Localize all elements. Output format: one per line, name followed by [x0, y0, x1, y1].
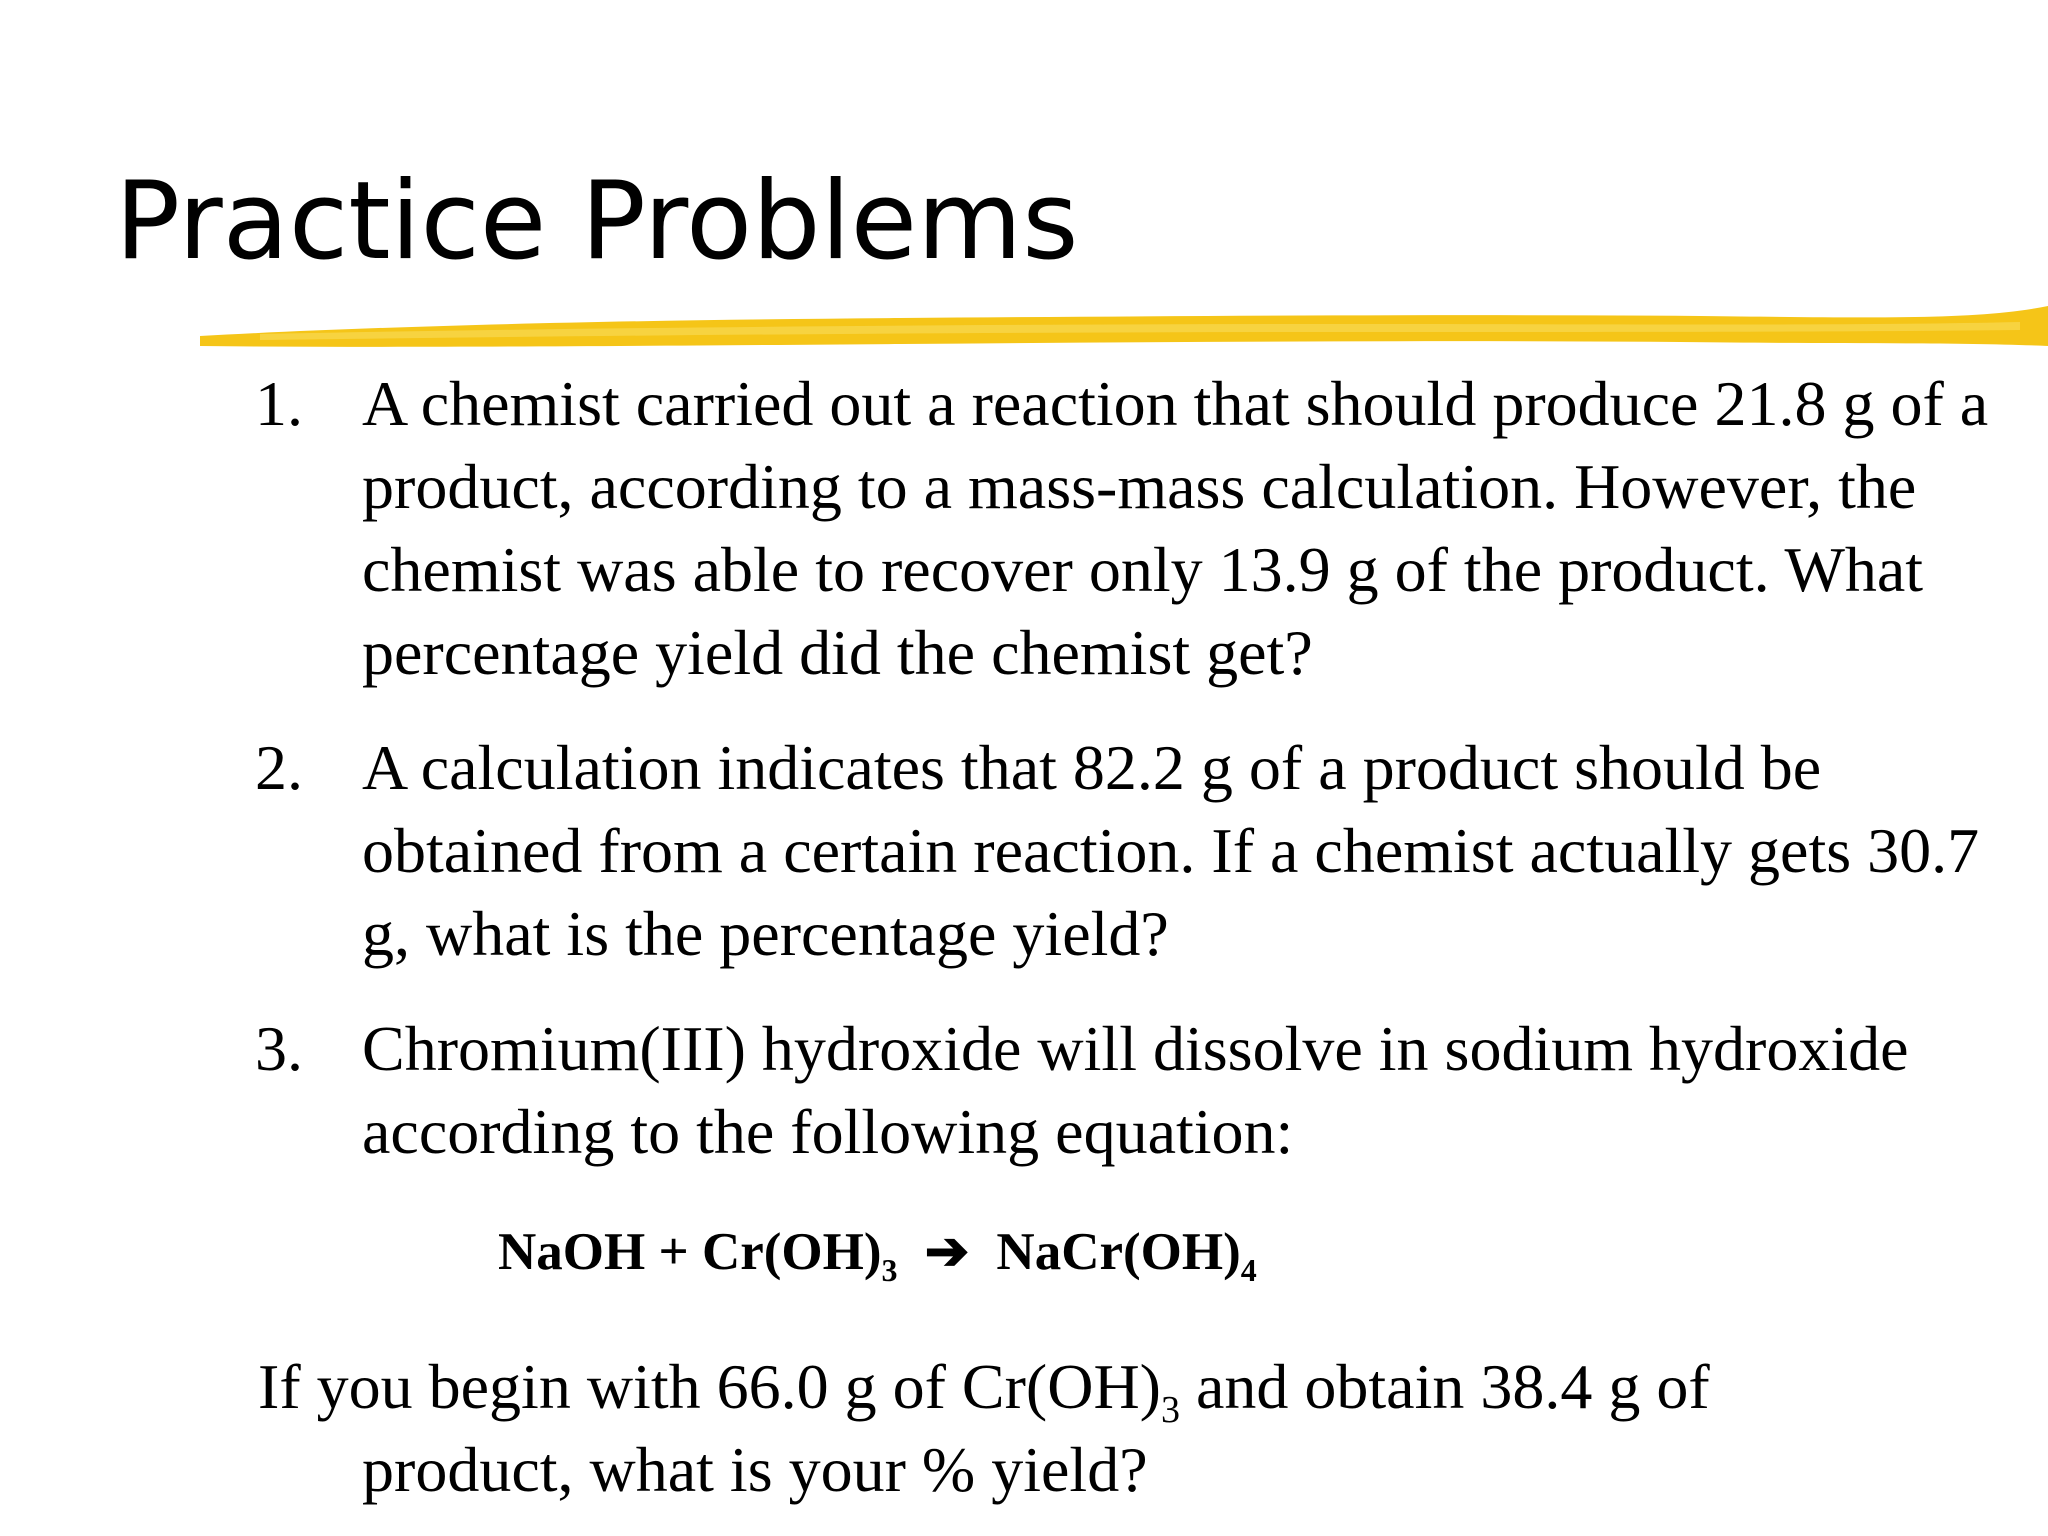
problem-text: A chemist carried out a reaction that should produce 21.8 g of a product, according to a mass-mass calculation. However, the chemist was able to recover only 13.9 g of the product. What percentage yield did the chemist get? [362, 368, 1989, 688]
problem-list [255, 362, 2025, 1173]
chemical-equation [498, 1223, 1257, 1288]
title-underline-brushstroke [200, 298, 2048, 358]
problem-item [255, 362, 2025, 694]
equation-plus-sign: + [658, 1223, 689, 1281]
problem-number: 1. [255, 368, 303, 439]
equation-reactant-naoh: NaOH [498, 1223, 646, 1281]
subscript: 4 [1240, 1252, 1257, 1288]
problem-text: Chromium(III) hydroxide will dissolve in sodium hydroxide according to the following equation: [362, 1013, 1909, 1167]
problem-number: 3. [255, 1013, 303, 1084]
problem-text: A calculation indicates that 82.2 g of a product should be obtained from a certain reaction. If a chemist actually gets 30.7 g, what is the percentage yield? [362, 732, 1980, 969]
followup-line-2: product, what is your % yield? [362, 1434, 1148, 1505]
equation-reactant-croh3: $Cr(OH)_3$ [701, 1223, 898, 1288]
subscript: 3 [881, 1252, 898, 1288]
problem-item [255, 726, 2025, 975]
subscript: 3 [1160, 1389, 1180, 1431]
followup-question [258, 1345, 2028, 1511]
followup-line-1: If you begin with 66.0 g of $Cr(OH)_3$ and obtain 38.4 g of [258, 1351, 1710, 1431]
slide-title: Practice Problems [115, 159, 1079, 284]
problem-number: 2. [255, 732, 303, 803]
problem-item [255, 1007, 2025, 1173]
reaction-arrow-icon: ➔ [924, 1223, 970, 1281]
equation-product: $NaCr(OH)_4$ [996, 1223, 1257, 1288]
